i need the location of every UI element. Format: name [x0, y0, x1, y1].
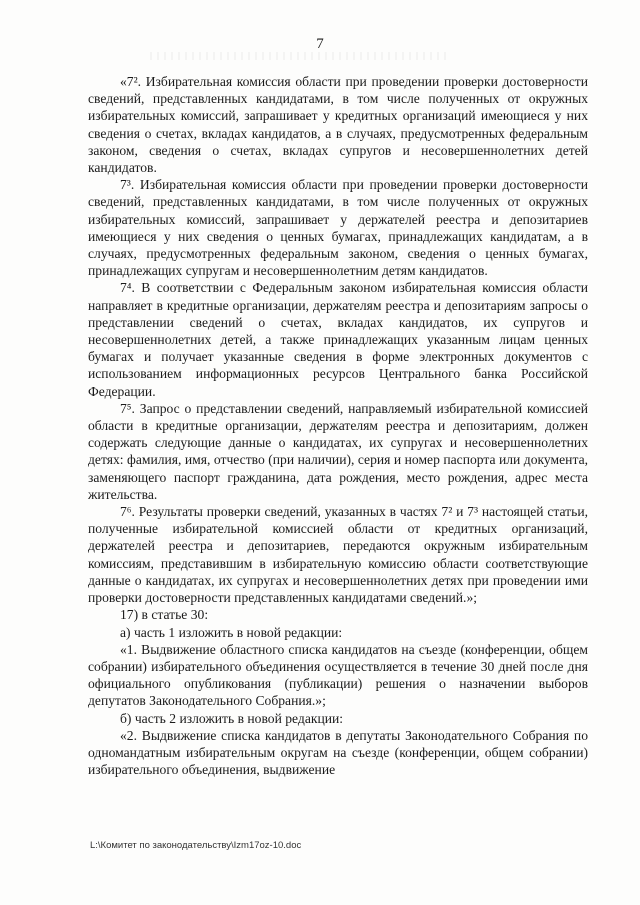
paragraph-7-2: «7². Избирательная комиссия области при проведении проверки достоверности сведений, представленных кандидатами, в том числе полученных от окружных избирательных комиссий, запрашивает у кредитных организаций имеющиеся у них сведения о счетах, вкладах кандидатов, а в случаях, предусмотренных федеральным законом, сведения о счетах, вкладах супругов и несовершеннолетних детей кандидатов.: [88, 74, 588, 176]
page-number: 7: [316, 36, 324, 52]
paragraph-item-17: 17) в статье 30:: [120, 607, 209, 623]
paragraph-part-2: «2. Выдвижение списка кандидатов в депутаты Законодательного Собрания по одномандатным избирательным округам на съезде (конференции, общем собрании) избирательного объединения, выдвижение: [88, 727, 588, 778]
paragraph-7-4: 7⁴. В соответствии с Федеральным законом избирательная комиссия области направляет в кредитные организации, держателям реестра и депозитариям запросы о представлении сведений о счетах, вкладах кандидатов, их супругов и несовершеннолетних детей, а также принадлежащих указанным лицам ценных бумагах и получает указанные сведения в форме электронных документов с использованием информационных ресурсов Центрального банка Российской Федерации.: [88, 280, 588, 399]
paragraph-7-3: 7³. Избирательная комиссия области при проведении проверки достоверности сведений, представленных кандидатами, в том числе полученных от окружных избирательных комиссий, запрашивает у держателей реестра и депозитариев имеющиеся у них сведения о ценных бумагах, принадлежащих кандидатам, а в случаях, предусмотренных федеральным законом, сведения о ценных бумагах, принадлежащих супругам и несовершеннолетним детям кандидатов.: [88, 177, 588, 279]
paragraph-item-b: б) часть 2 изложить в новой редакции:: [120, 710, 344, 726]
paragraph-part-1: «1. Выдвижение областного списка кандидатов на съезде (конференции, общем собрании) избирательного объединения осуществляется в течение 30 дней после дня официального опубликования (публикации) решения о назначении выборов депутатов Законодательного Собрания.»;: [88, 641, 588, 709]
paragraph-7-5: 7⁵. Запрос о представлении сведений, направляемый избирательной комиссией области в кредитные организации, держателям реестра и депозитариям, должен содержать следующие данные о кандидатах, их супругах и несовершеннолетних детях: фамилия, имя, отчество (при наличии), серия и номер паспорта или документа, заменяющего паспорт гражданина, дата рождения, место рождения, адрес места жительства.: [88, 400, 588, 502]
paragraph-item-a: а) часть 1 изложить в новой редакции:: [120, 624, 343, 640]
paragraph-7-6: 7⁶. Результаты проверки сведений, указанных в частях 7² и 7³ настоящей статьи, полученные избирательной комиссией области от кредитных организаций, держателей реестра и депозитариев, передаются окружным избирательным комиссиям, представившим в избирательную комиссию области соответствующие данные о кандидатах, их супругах и несовершеннолетних детях при проведении ими проверки достоверности представленных кандидатами сведений.»;: [88, 504, 588, 606]
scan-artifact: [150, 52, 450, 60]
file-path-footer: L:\Комитет по законодательству\Izm17oz-10.doc: [90, 840, 302, 851]
document-body: [88, 73, 588, 778]
